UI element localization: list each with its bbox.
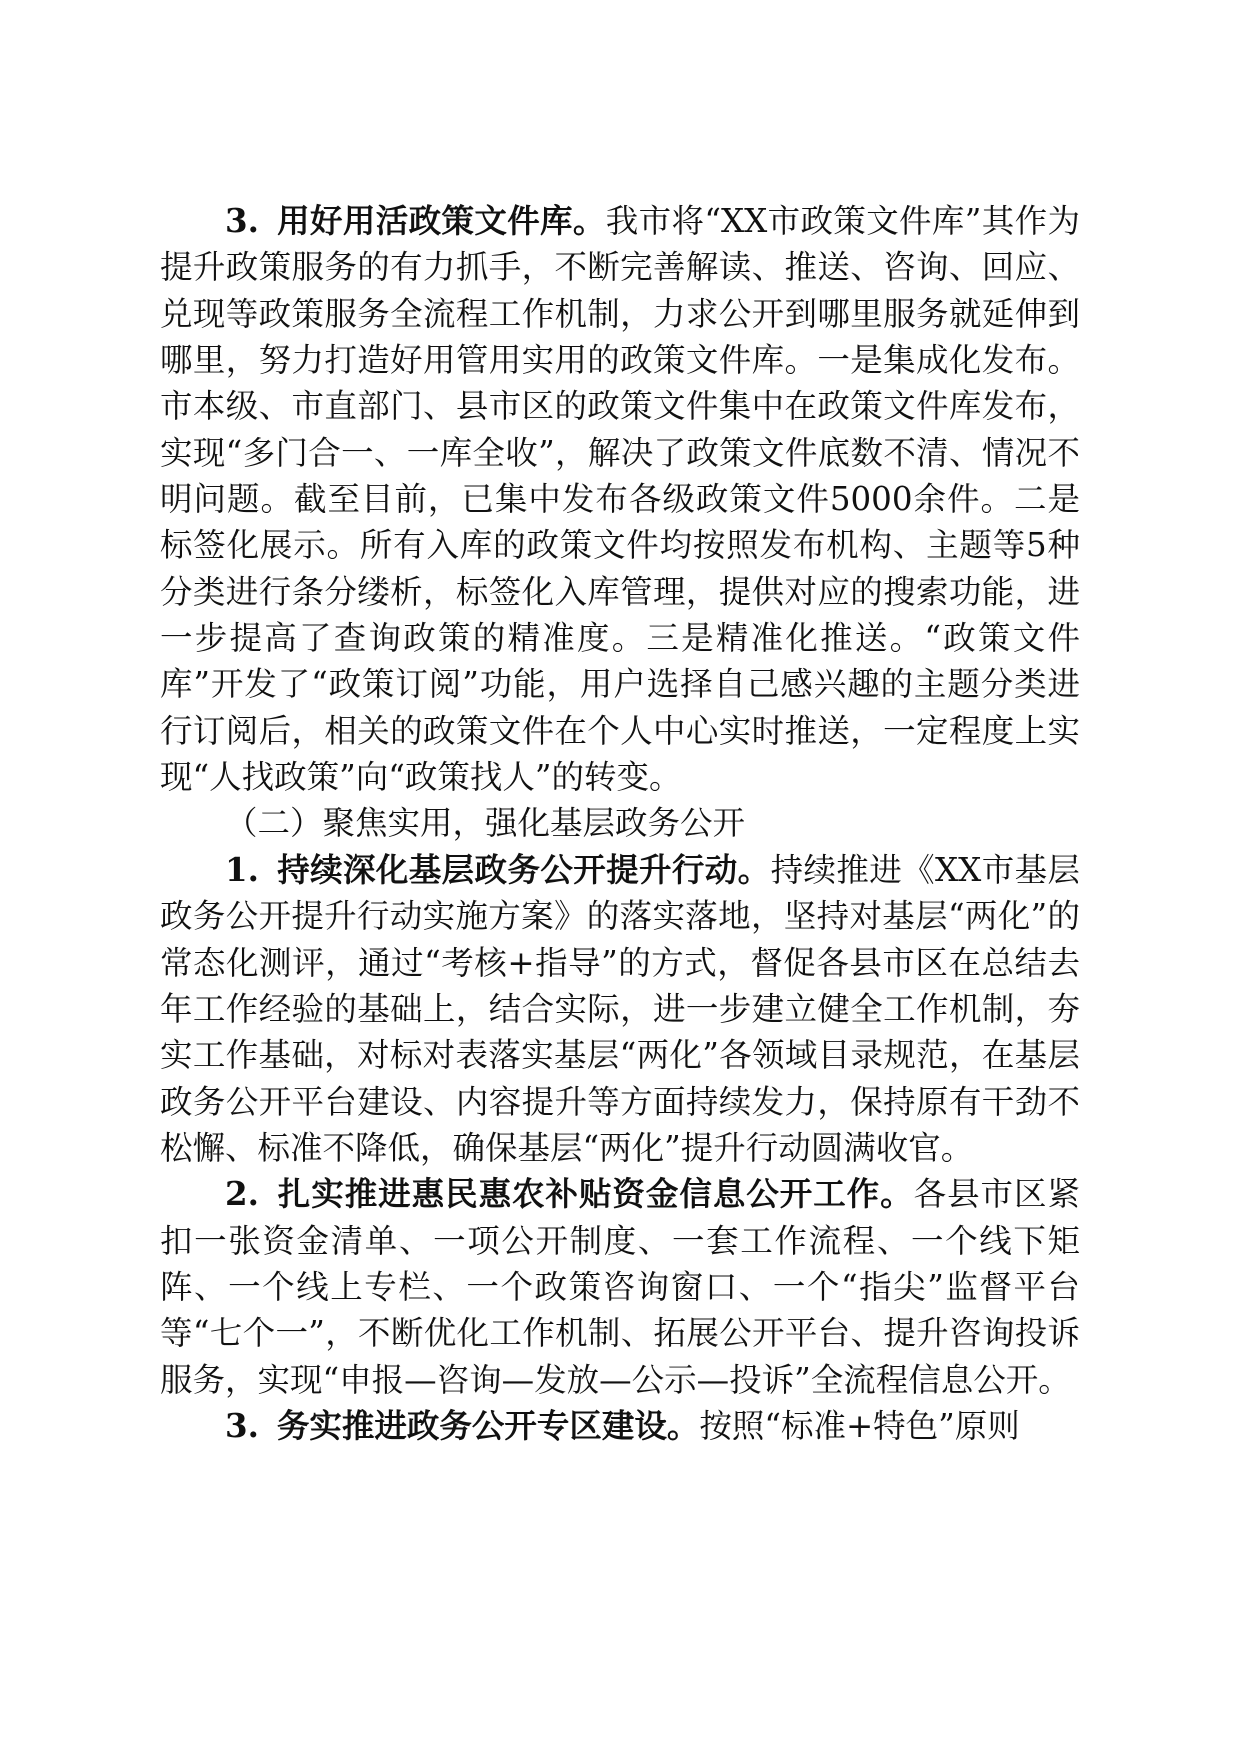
paragraph-disclosure-zone <box>160 1403 1080 1449</box>
paragraph-policy-library <box>160 198 1080 800</box>
section-heading: （二）聚焦实用，强化基层政务公开 <box>225 804 746 843</box>
paragraph-heading: 务实推进政务公开专区建设。 <box>276 1405 700 1445</box>
paragraph-heading: 扎实推进惠民惠农补贴资金信息公开工作。 <box>276 1174 914 1214</box>
paragraph-text: 各县市区紧扣一张资金清单、一项公开制度、一套工作流程、一个线下矩阵、一个线上专栏、一个政策咨询窗口、一个“指尖”监督平台等“七个一”，不断优化工作机制、拓展公开平台、提升咨询投诉服务，实现“申报—咨询—发放—公示—投诉”全流程信息公开。 <box>160 1175 1080 1399</box>
paragraph-heading: 持续深化基层政务公开提升行动。 <box>276 849 771 889</box>
paragraph-text: 按照“标准+特色”原则 <box>699 1406 1020 1445</box>
paragraph-text: 我市将“XX市政策文件库”其作为提升政策服务的有力抓手，不断完善解读、推送、咨询、回应、兑现等政策服务全流程工作机制，力求公开到哪里服务就延伸到哪里，努力打造好用管用实用的政策文件库。一是集成化发布。市本级、市直部门、县市区的政策文件集中在政策文件库发布，实现“多门合一、一库全收”，解决了政策文件底数不清、情况不明问题。截至目前，已集中发布各级政策文件5000余件。二是标签化展示。所有入库的政策文件均按照发布机构、主题等5种分类进行条分缕析，标签化入库管理，提供对应的搜索功能，进一步提高了查询政策的精准度。三是精准化推送。“政策文件库”开发了“政策订阅”功能，用户选择自己感兴趣的主题分类进行订阅后，相关的政策文件在个人中心实时推送，一定程度上实现“人找政策”向“政策找人”的转变。 <box>160 202 1080 797</box>
paragraph-number: 2. <box>225 1174 259 1214</box>
paragraph-number: 1. <box>225 849 259 889</box>
paragraph-grassroots-upgrade <box>160 847 1080 1171</box>
paragraph-number: 3. <box>225 1405 259 1445</box>
paragraph-subsidy-disclosure <box>160 1171 1080 1403</box>
paragraph-number: 3. <box>225 201 259 240</box>
document-body <box>160 198 1080 1449</box>
paragraph-text: 持续推进《XX市基层政务公开提升行动实施方案》的落实落地，坚持对基层“两化”的常态化测评，通过“考核+指导”的方式，督促各县市区在总结去年工作经验的基础上，结合实际，进一步建立健全工作机制，夯实工作基础，对标对表落实基层“两化”各领域目录规范，在基层政务公开平台建设、内容提升等方面持续发力，保持原有干劲不松懈、标准不降低，确保基层“两化”提升行动圆满收官。 <box>160 850 1080 1167</box>
paragraph-heading: 用好用活政策文件库。 <box>276 201 606 240</box>
